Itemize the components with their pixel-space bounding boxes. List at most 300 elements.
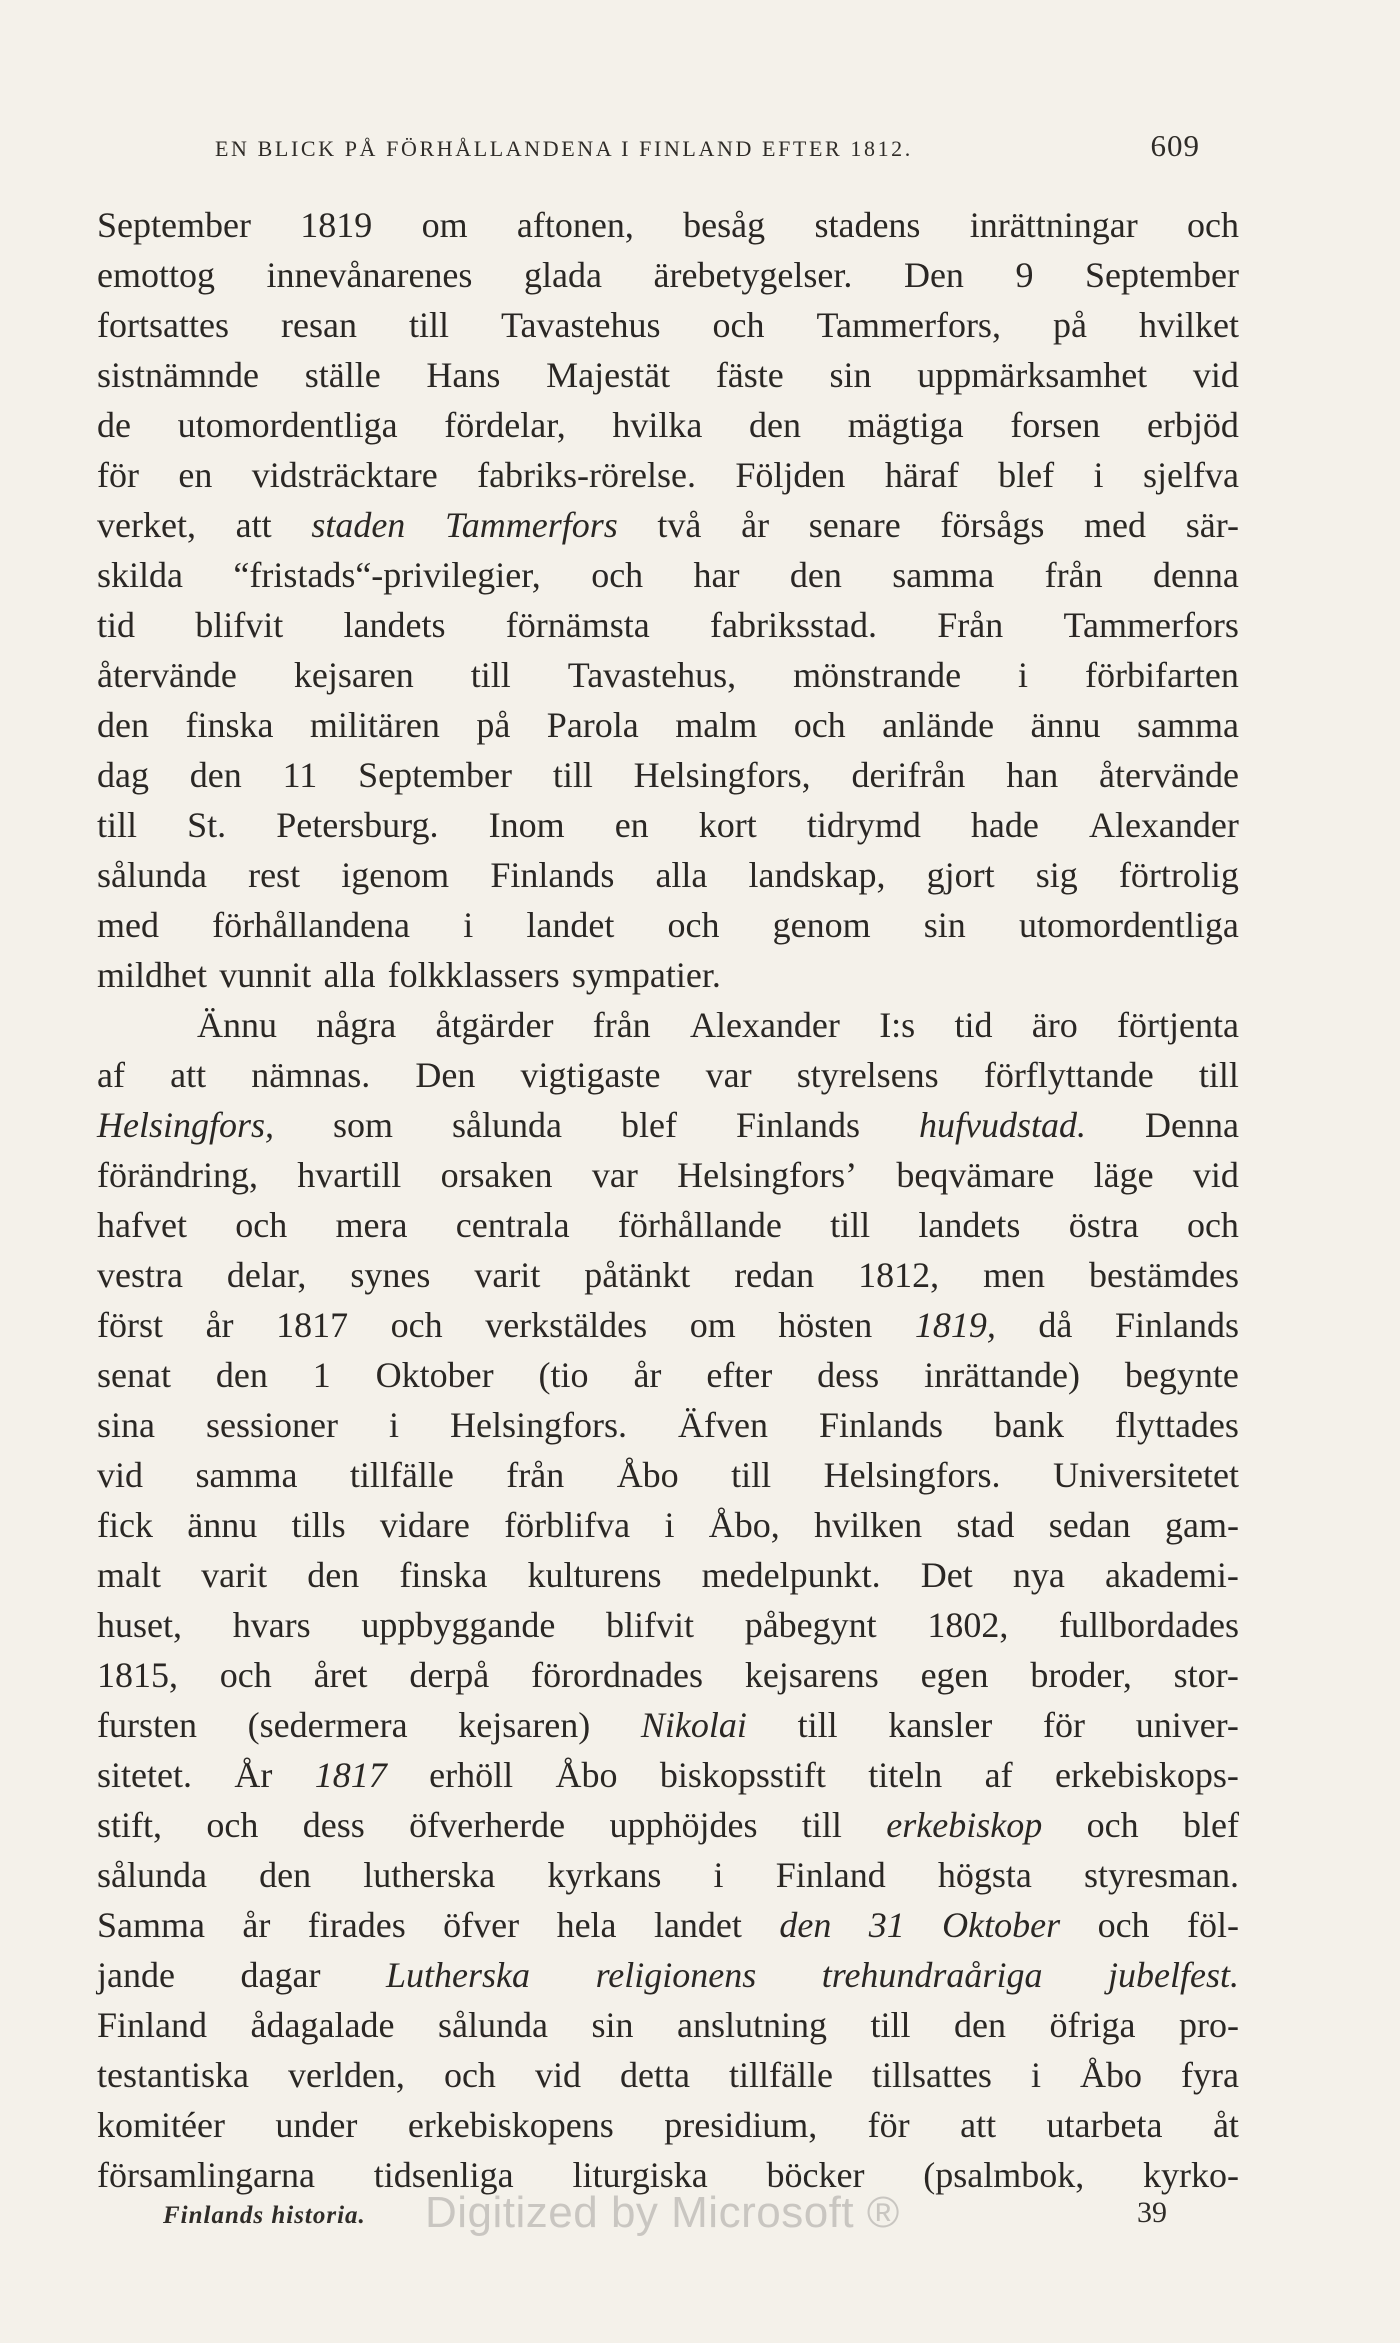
word: tid <box>97 605 136 645</box>
word: Tavastehus <box>501 305 661 345</box>
word: för <box>867 2105 910 2145</box>
text-line <box>97 1200 1239 1250</box>
word: 1815, <box>97 1655 178 1695</box>
word: tillfälle <box>349 1455 454 1495</box>
word: (psalmbok, <box>923 2155 1085 2195</box>
word: några <box>316 1005 397 1045</box>
word: tidsenliga <box>373 2155 514 2195</box>
text-line <box>97 1700 1239 1750</box>
word: från <box>506 1455 565 1495</box>
word: dess <box>302 1805 365 1845</box>
word: vid <box>97 1455 144 1495</box>
word: till <box>409 305 450 345</box>
word: inrättande) <box>924 1355 1080 1395</box>
word: varit <box>474 1255 541 1295</box>
word: Äfven <box>677 1405 768 1445</box>
text-line <box>97 550 1239 600</box>
word: Hans <box>426 355 501 395</box>
text-line <box>97 600 1239 650</box>
word: på <box>1052 305 1087 345</box>
word: fick <box>97 1505 153 1545</box>
word: kejsaren) <box>458 1705 591 1745</box>
word: staden <box>311 505 406 545</box>
word: presidium, <box>664 2105 818 2145</box>
word: 1819 <box>300 205 373 245</box>
word: under <box>275 2105 358 2145</box>
word: mönstrande <box>793 655 962 695</box>
word: sistnämnde <box>97 355 259 395</box>
word: September <box>1085 255 1239 295</box>
text-line <box>97 1900 1239 1950</box>
word: och <box>1186 1205 1239 1245</box>
word: Petersburg. <box>276 805 439 845</box>
word: för <box>1043 1705 1085 1745</box>
word: alla <box>323 955 376 995</box>
word: år <box>242 1905 271 1945</box>
word: St. <box>187 805 227 845</box>
word: tillsattes <box>871 2055 992 2095</box>
word: egen <box>920 1655 989 1695</box>
word: resan <box>281 305 357 345</box>
word: sig <box>1035 855 1078 895</box>
text-line <box>97 1000 1239 1050</box>
word: den <box>749 405 802 445</box>
word: sessioner <box>206 1405 338 1445</box>
word: vidare <box>379 1505 470 1545</box>
text-line <box>97 1750 1239 1800</box>
text-line <box>97 1600 1239 1650</box>
running-title: EN BLICK PÅ FÖRHÅLLANDENA I FINLAND EFTER 1812. <box>215 136 913 161</box>
word: hade <box>970 805 1039 845</box>
word: till <box>830 1205 871 1245</box>
word: malm <box>675 705 758 745</box>
word: var <box>591 1155 638 1195</box>
word: ännu <box>1030 705 1101 745</box>
word: 1817 <box>314 1755 387 1795</box>
word: gam- <box>1164 1505 1239 1545</box>
word: med <box>1084 505 1147 545</box>
text-line <box>97 800 1239 850</box>
word: I:s <box>879 1005 916 1045</box>
word: år <box>741 505 770 545</box>
word: utarbeta <box>1046 2105 1163 2145</box>
word: 1817 <box>276 1305 349 1345</box>
word: sin <box>829 355 872 395</box>
word: kejsarens <box>744 1655 879 1695</box>
word: fabriks-rörelse. <box>477 455 696 495</box>
word: 1812, <box>858 1255 940 1295</box>
word: 31 <box>868 1905 905 1945</box>
word: och <box>1097 1905 1150 1945</box>
word: varit <box>201 1555 268 1595</box>
text-line <box>97 350 1239 400</box>
text-line <box>97 1850 1239 1900</box>
word: komitéer <box>97 2105 225 2145</box>
word: emottog <box>97 255 215 295</box>
word: kyrko- <box>1143 2155 1239 2195</box>
word: År <box>234 1755 273 1795</box>
word: ärebetygelser. <box>653 255 853 295</box>
word: Oktober <box>942 1905 1061 1945</box>
word: Universitetet <box>1053 1455 1239 1495</box>
word: förändring, <box>97 1155 258 1195</box>
word: och <box>443 2055 496 2095</box>
word: förhållande <box>617 1205 782 1245</box>
word: derifrån <box>851 755 966 795</box>
word: Det <box>920 1555 973 1595</box>
word: var <box>705 1055 752 1095</box>
word: sitetet. <box>97 1755 192 1795</box>
word: flyttades <box>1114 1405 1239 1445</box>
word: i <box>463 905 474 945</box>
body-text <box>97 200 1239 2200</box>
word: men <box>983 1255 1046 1295</box>
word: styrelsens <box>796 1055 939 1095</box>
word: och <box>219 1655 272 1695</box>
word: 9 <box>1015 255 1034 295</box>
word: (sedermera <box>247 1705 408 1745</box>
word: påbegynt <box>744 1605 877 1645</box>
word: till <box>552 755 593 795</box>
word: Helsingfors, <box>633 755 811 795</box>
word: sålunda <box>437 2005 548 2045</box>
word: forsen <box>1010 405 1101 445</box>
word: till <box>801 1805 842 1845</box>
text-line <box>97 2100 1239 2150</box>
word: blifvit <box>606 1605 695 1645</box>
word: delar, <box>226 1255 307 1295</box>
word: upphöjdes <box>609 1805 758 1845</box>
text-line <box>97 2000 1239 2050</box>
word: mägtiga <box>847 405 964 445</box>
word: för <box>97 455 139 495</box>
word: till <box>870 2005 911 2045</box>
text-line <box>97 1400 1239 1450</box>
word: Finlands <box>818 1405 943 1445</box>
word: sär- <box>1185 505 1239 545</box>
word: Ännu <box>197 1005 277 1045</box>
word: Oktober <box>375 1355 494 1395</box>
word: och <box>591 555 644 595</box>
word: akademi- <box>1104 1555 1239 1595</box>
word: samma <box>1137 705 1239 745</box>
word: förtjenta <box>1117 1005 1239 1045</box>
word: sjelfva <box>1142 455 1239 495</box>
word: sedan <box>1048 1505 1131 1545</box>
word: kansler <box>888 1705 993 1745</box>
word: till <box>470 655 511 695</box>
text-line <box>97 1300 1239 1350</box>
word: stor- <box>1173 1655 1239 1695</box>
word: en <box>614 805 649 845</box>
word: Följden <box>735 455 846 495</box>
word: jande <box>97 1955 175 1995</box>
word: med <box>97 905 159 945</box>
word: 1819, <box>914 1305 996 1345</box>
word: beqvämare <box>896 1155 1055 1195</box>
word: försågs <box>940 505 1045 545</box>
text-line <box>97 1800 1239 1850</box>
word: och <box>793 705 846 745</box>
word: Denna <box>1144 1105 1239 1145</box>
text-line <box>97 400 1239 450</box>
word: Från <box>937 605 1004 645</box>
word: Tammerfors, <box>816 305 1001 345</box>
word: Helsingfors, <box>97 1105 275 1145</box>
text-line <box>97 1350 1239 1400</box>
word: fabriksstad. <box>710 605 877 645</box>
text-line <box>97 1650 1239 1700</box>
word: 1802, <box>927 1605 1009 1645</box>
word: utomordentliga <box>177 405 398 445</box>
word: fyra <box>1181 2055 1239 2095</box>
word: den <box>97 705 149 745</box>
word: univer- <box>1135 1705 1239 1745</box>
word: malt <box>97 1555 161 1595</box>
word: hösten <box>778 1305 873 1345</box>
word: aftonen, <box>516 205 634 245</box>
word: häraf <box>884 455 959 495</box>
text-line <box>97 1250 1239 1300</box>
word: denna <box>1152 555 1239 595</box>
word: erhöll <box>429 1755 514 1795</box>
word: sympatier. <box>571 955 721 995</box>
word: skilda <box>97 555 183 595</box>
word: Den <box>415 1055 476 1095</box>
word: tid <box>954 1005 993 1045</box>
word: mera <box>335 1205 408 1245</box>
word: Åbo <box>1080 2055 1142 2095</box>
word: igenom <box>341 855 450 895</box>
word: böcker <box>766 2155 865 2195</box>
word: Parola <box>546 705 639 745</box>
word: Alexander <box>689 1005 840 1045</box>
word: kort <box>698 805 757 845</box>
word: till <box>731 1455 772 1495</box>
word: 11 <box>282 755 318 795</box>
word: tillfälle <box>728 2055 833 2095</box>
word: kulturens <box>527 1555 662 1595</box>
word: blef <box>621 1105 677 1145</box>
word: innevånarenes <box>266 255 473 295</box>
word: Helsingfors. <box>823 1455 1001 1495</box>
word: östra <box>1068 1205 1139 1245</box>
word: Finlands <box>1114 1305 1239 1345</box>
word: om <box>421 205 468 245</box>
word: hela <box>556 1905 617 1945</box>
word: stadens <box>814 205 921 245</box>
word: glada <box>523 255 602 295</box>
text-line <box>97 750 1239 800</box>
word: den <box>954 2005 1006 2045</box>
text-line <box>97 850 1239 900</box>
word: har <box>693 555 740 595</box>
word: landets <box>343 605 446 645</box>
word: verlden, <box>287 2055 405 2095</box>
word: sin <box>591 2005 634 2045</box>
word: religionens <box>595 1955 757 1995</box>
text-line <box>97 650 1239 700</box>
word: och <box>667 905 720 945</box>
word: liturgiska <box>572 2155 708 2195</box>
word: nämnas. <box>251 1055 371 1095</box>
word: året <box>313 1655 368 1695</box>
text-line <box>97 1500 1239 1550</box>
word: ådagalade <box>250 2005 395 2045</box>
word: uppbyggande <box>361 1605 556 1645</box>
word: i <box>388 1405 399 1445</box>
text-line <box>97 2050 1239 2100</box>
word: och <box>235 1205 288 1245</box>
word: Åbo <box>616 1455 679 1495</box>
word: utomordentliga <box>1018 905 1239 945</box>
word: han <box>1006 755 1059 795</box>
word: den <box>789 555 842 595</box>
word: folkklassers <box>387 955 560 995</box>
word: återvände <box>1099 755 1239 795</box>
word: September <box>358 755 513 795</box>
text-line <box>97 1050 1239 1100</box>
word: huset, <box>97 1605 182 1645</box>
page-number: 609 <box>1150 128 1200 163</box>
word: och <box>206 1805 259 1845</box>
word: fortsattes <box>97 305 229 345</box>
word: blef <box>1182 1805 1239 1845</box>
word: förordnades <box>531 1655 704 1695</box>
word: synes <box>350 1255 431 1295</box>
text-line <box>97 500 1239 550</box>
word: förhållandena <box>212 905 411 945</box>
page-footer <box>163 2186 1183 2246</box>
word: firades <box>307 1905 406 1945</box>
word: Finlands <box>735 1105 860 1145</box>
word: till <box>1198 1055 1239 1095</box>
word: Nikolai <box>640 1705 747 1745</box>
word: äro <box>1031 1005 1078 1045</box>
word: föl- <box>1186 1905 1239 1945</box>
word: militären <box>309 705 440 745</box>
word: hvilket <box>1139 305 1239 345</box>
word: blef <box>998 455 1055 495</box>
word: September <box>97 205 251 245</box>
word: (tio <box>538 1355 589 1395</box>
word: Helsingfors’ <box>677 1155 858 1195</box>
word: Inom <box>488 805 565 845</box>
word: att <box>235 505 272 545</box>
word: redan <box>734 1255 815 1295</box>
word: den <box>189 755 242 795</box>
word: hufvudstad. <box>918 1105 1086 1145</box>
word: i <box>1018 655 1029 695</box>
word: hvilka <box>612 405 703 445</box>
word: genom <box>772 905 871 945</box>
word: besåg <box>683 205 766 245</box>
word: Tammerfors <box>445 505 618 545</box>
word: till <box>797 1705 838 1745</box>
word: förtrolig <box>1118 855 1239 895</box>
word: testantiska <box>97 2055 249 2095</box>
word: två <box>657 505 702 545</box>
word: erkebiskops- <box>1054 1755 1239 1795</box>
word: dag <box>97 755 149 795</box>
word: titeln <box>868 1755 943 1795</box>
word: kyrkans <box>547 1855 662 1895</box>
word: landets <box>918 1205 1021 1245</box>
word: Finlands <box>490 855 615 895</box>
word: anslutning <box>676 2005 827 2045</box>
word: i <box>1093 455 1104 495</box>
text-line <box>97 700 1239 750</box>
word: till <box>97 805 138 845</box>
text-line <box>97 1100 1239 1150</box>
word: samma <box>892 555 995 595</box>
word: på <box>476 705 511 745</box>
text-line <box>97 200 1239 250</box>
word: vunnit <box>219 955 312 995</box>
word: verkstäldes <box>485 1305 648 1345</box>
text-line <box>97 1150 1239 1200</box>
word: erkebiskop <box>886 1805 1043 1845</box>
word: pro- <box>1179 2005 1239 2045</box>
word: Den <box>903 255 964 295</box>
text-line <box>97 900 1239 950</box>
word: förnämsta <box>505 605 650 645</box>
word: ännu <box>187 1505 258 1545</box>
text-line <box>97 1950 1239 2000</box>
word: Majestät <box>546 355 671 395</box>
word: den <box>215 1355 268 1395</box>
word: dess <box>817 1355 880 1395</box>
word: gjort <box>926 855 995 895</box>
word: öfver <box>443 1905 520 1945</box>
word: landet <box>526 905 615 945</box>
word: Tavastehus, <box>567 655 737 695</box>
word: år <box>633 1355 662 1395</box>
word: mildhet <box>97 955 207 995</box>
word: i <box>1030 2055 1041 2095</box>
word: tidrymd <box>806 805 921 845</box>
word: erbjöd <box>1146 405 1239 445</box>
word: och <box>712 305 765 345</box>
word: den <box>307 1555 360 1595</box>
word: bank <box>993 1405 1064 1445</box>
word: hafvet <box>97 1205 187 1245</box>
text-line <box>97 950 1239 1000</box>
word: medelpunkt. <box>701 1555 881 1595</box>
word: senare <box>808 505 901 545</box>
word: och <box>1086 1805 1139 1845</box>
word: att <box>170 1055 207 1095</box>
word: erkebiskopens <box>407 2105 614 2145</box>
word: rest <box>248 855 301 895</box>
word: att <box>960 2105 997 2145</box>
word: derpå <box>409 1655 490 1695</box>
word: Alexander <box>1088 805 1239 845</box>
word: åtgärder <box>435 1005 554 1045</box>
word: Åbo, <box>708 1505 780 1545</box>
word: jubelfest. <box>1108 1955 1239 1995</box>
word: år <box>205 1305 234 1345</box>
word: Helsingfors. <box>450 1405 627 1445</box>
word: Finland <box>97 2005 208 2045</box>
word: sålunda <box>452 1105 562 1145</box>
word: begynte <box>1124 1355 1239 1395</box>
word: bestämdes <box>1089 1255 1239 1295</box>
word: från <box>1044 555 1103 595</box>
word: fäste <box>715 355 784 395</box>
word: förbifarten <box>1085 655 1239 695</box>
word: Finland <box>775 1855 886 1895</box>
